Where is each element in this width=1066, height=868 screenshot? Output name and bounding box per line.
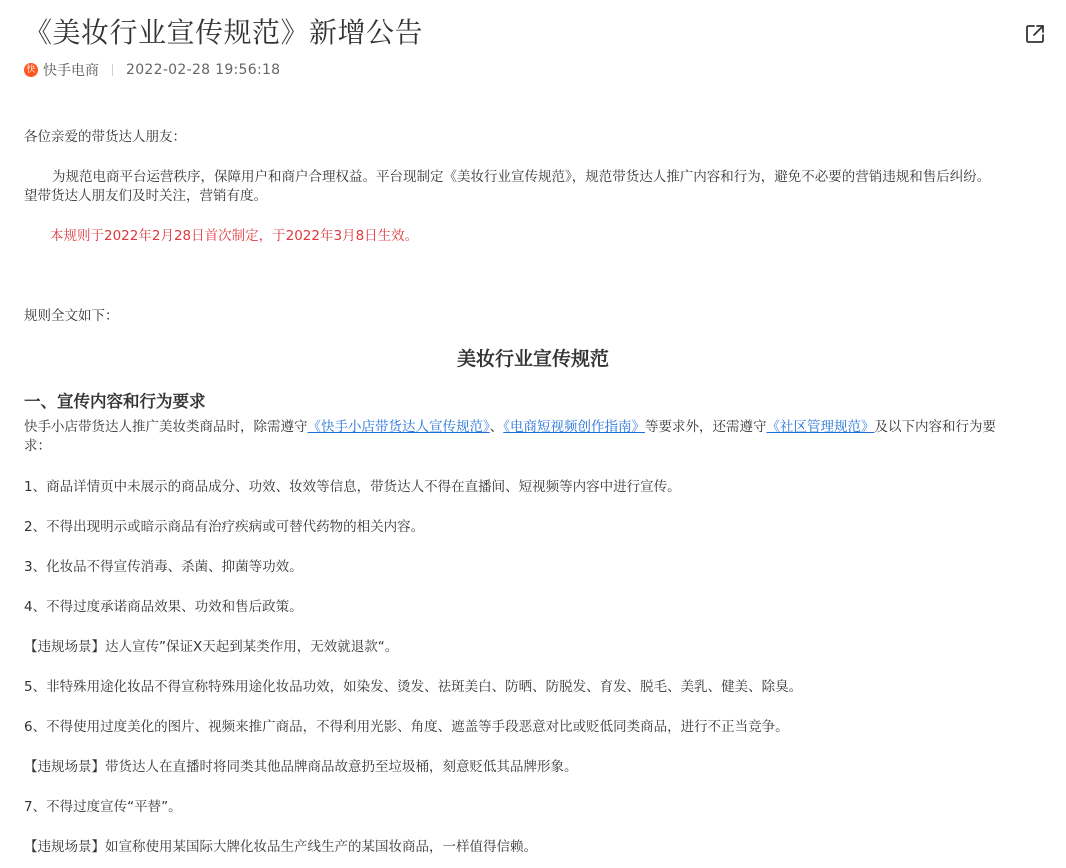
link-kwai-store-promotion-rules[interactable]: 《快手小店带货达人宣传规范》: [307, 419, 490, 435]
rule-item: 4、不得过度承诺商品效果、功效和售后政策。: [24, 599, 303, 615]
section-1-title: 一、宣传内容和行为要求: [24, 392, 206, 411]
link-community-rules[interactable]: 《社区管理规范》: [766, 419, 875, 435]
violation-scenario: 【违规场景】达人宣传”保证X天起到某类作用，无效就退款“。: [24, 639, 399, 655]
violation-scenario: 【违规场景】如宣称使用某国际大牌化妆品生产线生产的某国妆商品，一样值得信赖。: [24, 839, 537, 855]
intro-text-b: 等要求外，还需遵守: [645, 419, 767, 435]
section-1-intro-tail: 求：: [24, 438, 51, 454]
rule-item: 5、非特殊用途化妆品不得宣称特殊用途化妆品功效，如染发、烫发、祛斑美白、防晒、防脱发、育发、脱毛、美乳、健美、除臭。: [24, 679, 803, 695]
rule-item: 2、不得出现明示或暗示商品有治疗疾病或可替代药物的相关内容。: [24, 519, 425, 535]
rule-item: 3、化妆品不得宣传消毒、杀菌、抑菌等功效。: [24, 559, 303, 575]
section-1-intro: [24, 418, 996, 437]
effective-notice: 本规则于2022年2月28日首次制定，于2022年3月8日生效。: [50, 228, 419, 244]
intro-separator: 、: [489, 419, 504, 435]
full-text-intro: 规则全文如下：: [24, 308, 119, 324]
publish-date: 2022-02-28 19:56:18: [126, 62, 281, 78]
page-title: 《美妆行业宣传规范》新增公告: [24, 16, 424, 49]
greeting: 各位亲爱的带货达人朋友：: [24, 129, 186, 145]
rule-item: 7、不得过度宣传“平替”。: [24, 799, 182, 815]
intro-paragraph-line2: 望带货达人朋友们及时关注，营销有度。: [24, 188, 267, 204]
meta-divider: [112, 64, 113, 76]
source-name[interactable]: 快手电商: [43, 63, 99, 79]
external-link-icon[interactable]: [1023, 22, 1047, 46]
intro-text-c: 及以下内容和行为要: [874, 419, 996, 435]
rule-item: 1、商品详情页中未展示的商品成分、功效、妆效等信息，带货达人不得在直播间、短视频等内容中进行宣传。: [24, 479, 681, 495]
intro-text-a: 快手小店带货达人推广美妆类商品时，除需遵守: [24, 419, 308, 435]
link-short-video-guide[interactable]: 《电商短视频创作指南》: [503, 419, 645, 435]
rule-item: 6、不得使用过度美化的图片、视频来推广商品，不得利用光影、角度、遮盖等手段恶意对比或贬低同类商品，进行不正当竞争。: [24, 719, 789, 735]
source-logo-icon: 快: [24, 63, 38, 77]
intro-paragraph-line1: 为规范电商平台运营秩序，保障用户和商户合理权益。平台现制定《美妆行业宣传规范》，规范带货达人推广内容和行为，避免不必要的营销违规和售后纠纷。: [52, 169, 991, 185]
violation-scenario: 【违规场景】带货达人在直播时将同类其他品牌商品故意扔至垃圾桶，刻意贬低其品牌形象。: [24, 759, 578, 775]
document-title: 美妆行业宣传规范: [456, 348, 609, 370]
article-meta: [24, 60, 280, 80]
